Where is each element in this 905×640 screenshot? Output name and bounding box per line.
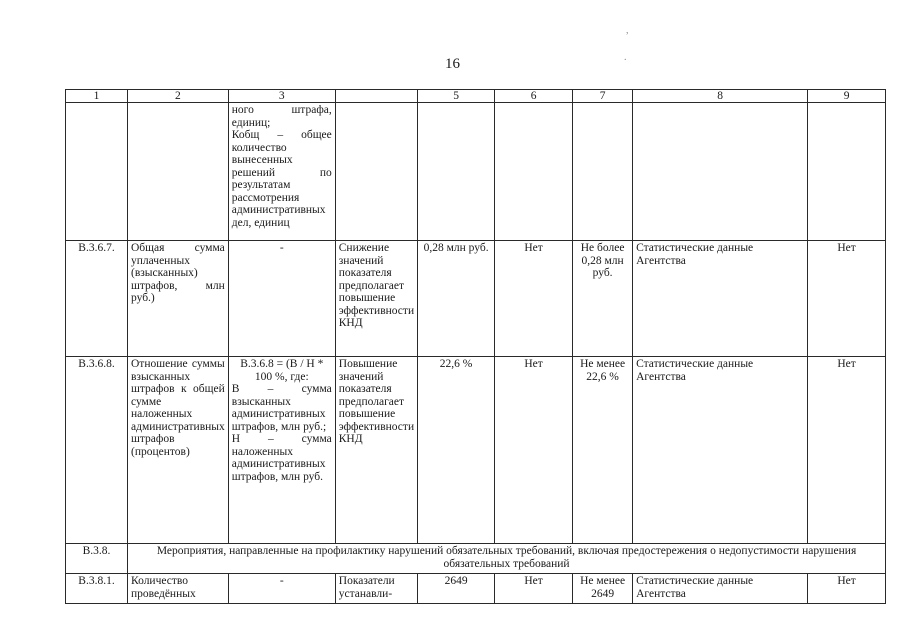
table-row bbox=[66, 574, 886, 604]
header-cell: 9 bbox=[808, 90, 886, 103]
row-code: В.3.6.7. bbox=[66, 241, 128, 357]
formula-cell bbox=[228, 357, 335, 544]
table-row bbox=[66, 357, 886, 544]
indicators-table bbox=[65, 89, 886, 604]
page-number: 16 bbox=[445, 56, 460, 72]
formula-line: В – сумма взысканных административных штрафов, млн руб.; bbox=[231, 383, 332, 433]
table-row bbox=[66, 241, 886, 357]
row-code: В.3.8.1. bbox=[66, 574, 128, 604]
formula-cell: - bbox=[228, 241, 335, 357]
header-cell: 1 bbox=[66, 90, 128, 103]
table-row-continuation bbox=[66, 103, 886, 241]
value-cell: 0,28 млн руб. bbox=[418, 241, 495, 357]
formula-line: Н – сумма наложенных административных штрафов, млн руб. bbox=[231, 433, 332, 483]
section-row bbox=[66, 544, 886, 574]
header-cell: 7 bbox=[573, 90, 633, 103]
row-code: В.3.6.8. bbox=[66, 357, 128, 544]
formula-line: В.3.6.8 = (В / Н * 100 %, где: bbox=[240, 358, 324, 383]
indicator-name: Количество проведённых bbox=[128, 574, 229, 604]
direction-cell: Повышение значений показателя предполагает повышение эффективности КНД bbox=[335, 357, 417, 544]
direction-cell: Снижение значений показателя предполагает повышение эффективности КНД bbox=[335, 241, 417, 357]
indicator-name: Общая сумма уплаченных (взысканных) штрафов, млн руб.) bbox=[128, 241, 229, 357]
col9-cell: Нет bbox=[808, 241, 886, 357]
header-cell: 8 bbox=[633, 90, 808, 103]
indicator-name: Отношение суммы взысканных штрафов к общей сумме наложенных административных штрафов (процентов) bbox=[128, 357, 229, 544]
header-cell: 5 bbox=[418, 90, 495, 103]
col6-cell: Нет bbox=[495, 357, 573, 544]
target-cell: Не менее 22,6 % bbox=[573, 357, 633, 544]
header-cell: 3 bbox=[228, 90, 335, 103]
target-cell: Не менее 2649 bbox=[573, 574, 633, 604]
value-cell: 2649 bbox=[418, 574, 495, 604]
col6-cell: Нет bbox=[495, 574, 573, 604]
formula-continuation-cell: ного штрафа, единиц; Кобщ – общее количество вынесенных решений по результатам рассмотрения административных дел, единиц bbox=[228, 103, 335, 241]
section-title: Мероприятия, направленные на профилактику нарушений обязательных требований, включая предостережения о недопустимости нарушения обязательных требований bbox=[128, 544, 886, 574]
source-cell: Статистические данные Агентства bbox=[633, 241, 808, 357]
value-cell: 22,6 % bbox=[418, 357, 495, 544]
source-cell: Статистические данные Агентства bbox=[633, 357, 808, 544]
header-cell: 6 bbox=[495, 90, 573, 103]
scan-mark: . bbox=[624, 52, 627, 63]
col6-cell: Нет bbox=[495, 241, 573, 357]
scan-mark: , bbox=[626, 25, 629, 36]
col9-cell: Нет bbox=[808, 574, 886, 604]
header-cell bbox=[335, 90, 417, 103]
target-cell: Не более 0,28 млн руб. bbox=[573, 241, 633, 357]
formula-cell: - bbox=[228, 574, 335, 604]
table-header-row bbox=[66, 90, 886, 103]
section-code: В.3.8. bbox=[66, 544, 128, 574]
col9-cell: Нет bbox=[808, 357, 886, 544]
source-cell: Статистические данные Агентства bbox=[633, 574, 808, 604]
direction-cell: Показатели устанавли- bbox=[335, 574, 417, 604]
header-cell: 2 bbox=[128, 90, 229, 103]
